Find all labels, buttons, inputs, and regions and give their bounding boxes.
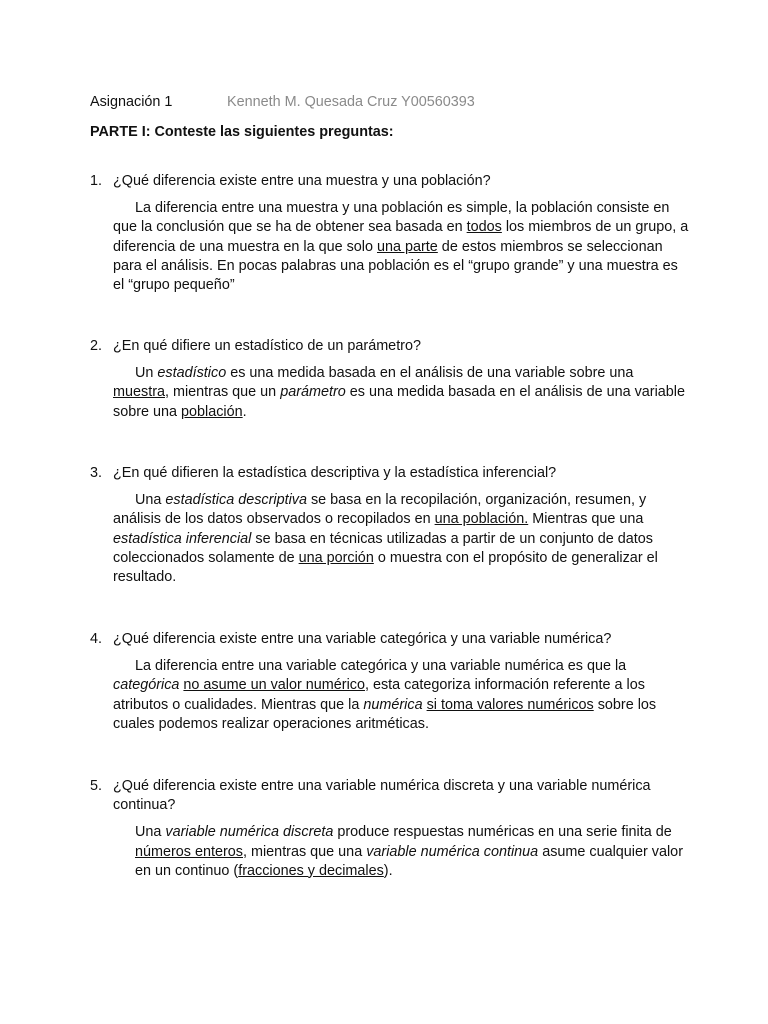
question-label: ¿Qué diferencia existe entre una muestra y una población?	[113, 173, 491, 189]
answer-text: .	[242, 403, 247, 420]
italic-text: estadístico	[157, 365, 227, 382]
answer-text: es una medida basada en el análisis de una variable sobre una	[113, 384, 685, 420]
question-1	[90, 172, 690, 295]
answer-text: sobre los cuales podemos realizar operaciones aritméticas.	[113, 696, 657, 732]
assignment-title: Asignación 1	[90, 94, 173, 110]
answer-paragraph	[113, 364, 690, 422]
question-number: 4.	[90, 631, 103, 647]
answer-text: produce respuestas numéricas en una serie finita de	[333, 824, 672, 841]
italic-text: variable numérica continua	[366, 843, 539, 860]
underlined-text: números enteros	[135, 843, 243, 860]
question-4	[90, 630, 690, 734]
answer-text: de estos miembros se seleccionan para el análisis. En pocas palabras una población es el “grupo grande” y una muestra es el “grupo pequeño”	[113, 238, 678, 294]
question-label: ¿En qué difieren la estadística descriptiva y la estadística inferencial?	[113, 465, 557, 481]
question-label: ¿En qué difiere un estadístico de un parámetro?	[113, 338, 421, 354]
question-text	[90, 172, 690, 191]
underlined-text: muestra	[113, 384, 165, 401]
answer-text: La diferencia entre una variable categórica y una variable numérica es que la	[135, 658, 627, 675]
answer-paragraph	[113, 823, 690, 881]
question-text	[90, 630, 690, 649]
underlined-text: no asume un valor numérico	[183, 677, 365, 694]
question-5	[90, 777, 690, 881]
answer-text: es una medida basada en el análisis de una variable sobre una	[226, 365, 634, 382]
question-number: 3.	[90, 465, 103, 481]
answer-text: se basa en técnicas utilizadas a partir de un conjunto de datos coleccionados solamente de	[113, 530, 653, 566]
answer-paragraph	[113, 657, 690, 734]
answer-text: , mientras que un	[164, 384, 281, 401]
part-title: PARTE I: Conteste las siguientes preguntas:	[90, 124, 394, 140]
question-number: 2.	[90, 338, 103, 354]
underlined-text: una población.	[434, 511, 529, 528]
underlined-text: una porción	[298, 549, 374, 566]
underlined-text: si toma valores numéricos	[426, 696, 594, 713]
underlined-text: una parte	[377, 238, 438, 255]
italic-text: categórica	[113, 677, 180, 694]
italic-text: estadística inferencial	[113, 530, 252, 547]
question-number: 1.	[90, 173, 103, 189]
answer-text: los miembros de un grupo, a diferencia de una muestra en la que solo	[113, 219, 689, 255]
question-number: 5.	[90, 778, 103, 794]
italic-text: parámetro	[280, 384, 346, 401]
question-2	[90, 337, 690, 422]
italic-text: estadística descriptiva	[165, 492, 307, 509]
question-label: ¿Qué diferencia existe entre una variable numérica discreta y una variable numérica continua?	[113, 778, 651, 814]
answer-text: , mientras que una	[243, 843, 367, 860]
document-header	[90, 93, 475, 112]
answer-text: ).	[383, 862, 393, 879]
answer-text: o muestra con el propósito de generalizar el resultado.	[113, 549, 658, 586]
underlined-text: fracciones y decimales	[238, 862, 384, 879]
answer-text: Una	[135, 824, 166, 841]
answer-text: , esta categoriza información referente a los atributos o cualidades. Mientras que la	[113, 677, 645, 713]
question-text	[90, 777, 690, 815]
answer-text: Un	[135, 365, 158, 382]
answer-text: se basa en la recopilación, organización, resumen, y análisis de los datos observados o recopilados en	[113, 492, 647, 528]
italic-text: variable numérica discreta	[165, 824, 334, 841]
underlined-text: todos	[466, 219, 502, 236]
answer-text: Una	[135, 492, 166, 509]
italic-text: numérica	[363, 696, 423, 713]
answer-paragraph	[113, 491, 690, 587]
answer-text: Mientras que una	[528, 511, 644, 528]
answer-text: La diferencia entre una muestra y una población es simple, la población consiste en que la conclusión que se ha de obtener sea basada en	[113, 200, 670, 236]
question-3	[90, 464, 690, 587]
question-text	[90, 337, 690, 356]
author-name: Kenneth M. Quesada Cruz Y00560393	[227, 94, 475, 110]
underlined-text: población	[181, 403, 243, 420]
answer-paragraph	[113, 199, 690, 295]
question-text	[90, 464, 690, 483]
answer-text: asume cualquier valor en un continuo (	[135, 843, 683, 879]
question-label: ¿Qué diferencia existe entre una variable categórica y una variable numérica?	[113, 631, 612, 647]
